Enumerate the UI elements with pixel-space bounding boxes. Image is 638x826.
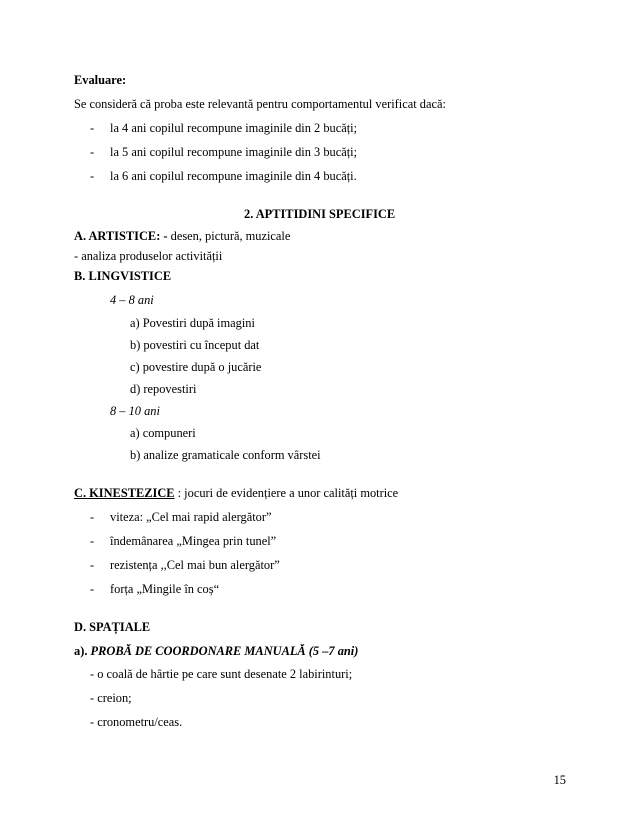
spatiale-sub-title: PROBĂ DE COORDONARE MANUALĂ (5 –7 ani) — [90, 644, 359, 658]
bullet-dash: - — [90, 145, 95, 159]
list-item-text: forța „Mingile în coș“ — [110, 582, 220, 596]
list-item: - creion; — [90, 691, 132, 705]
list-item-text: îndemânarea „Mingea prin tunel” — [110, 534, 277, 548]
section-title: 2. APTITIDINI SPECIFICE — [244, 207, 396, 221]
list-item: c) povestire după o jucărie — [130, 360, 262, 374]
list-item: - cronometru/ceas. — [90, 715, 183, 729]
artistice-label: A. ARTISTICE: - — [74, 229, 168, 243]
list-item: a) Povestiri după imagini — [130, 316, 255, 330]
artistice-line2: - analiza produselor activității — [74, 249, 223, 263]
kinestezice-line — [74, 485, 638, 501]
list-item-text: rezistența ,,Cel mai bun alergător” — [110, 558, 280, 572]
evaluare-intro: Se consideră că proba este relevantă pentru comportamentul verificat dacă: — [74, 97, 446, 111]
spatiale-subtitle-line — [74, 643, 638, 659]
age-group-label: 8 – 10 ani — [110, 404, 160, 418]
bullet-dash: - — [90, 582, 95, 596]
lingvistice-label: B. LINGVISTICE — [74, 269, 172, 283]
page-number: 15 — [553, 773, 566, 787]
bullet-dash: - — [90, 510, 95, 524]
list-item: - o coală de hârtie pe care sunt desenate 2 labirinturi; — [90, 667, 353, 681]
list-item: b) analize gramaticale conform vârstei — [130, 448, 321, 462]
list-item: d) repovestiri — [130, 382, 197, 396]
spatiale-sub-prefix: a). — [74, 644, 91, 658]
list-item: b) povestiri cu început dat — [130, 338, 260, 352]
bullet-dash: - — [90, 558, 95, 572]
bullet-dash: - — [90, 121, 95, 135]
bullet-dash: - — [90, 534, 95, 548]
kinestezice-text: : jocuri de evidențiere a unor calități motrice — [174, 486, 399, 500]
list-item-text: la 4 ani copilul recompune imaginile din 2 bucăți; — [110, 121, 358, 135]
artistice-line — [74, 228, 638, 244]
kinestezice-label: C. KINESTEZICE — [74, 486, 175, 500]
list-item-text: la 6 ani copilul recompune imaginile din 4 bucăți. — [110, 169, 357, 183]
list-item-text: viteza: „Cel mai rapid alergător” — [110, 510, 272, 524]
list-item-text: la 5 ani copilul recompune imaginile din 3 bucăți; — [110, 145, 358, 159]
list-item: a) compuneri — [130, 426, 196, 440]
spatiale-label: D. SPAȚIALE — [74, 620, 151, 634]
evaluare-heading: Evaluare: — [74, 73, 127, 87]
artistice-text: desen, pictură, muzicale — [167, 229, 291, 243]
age-group-label: 4 – 8 ani — [110, 293, 154, 307]
bullet-dash: - — [90, 169, 95, 183]
